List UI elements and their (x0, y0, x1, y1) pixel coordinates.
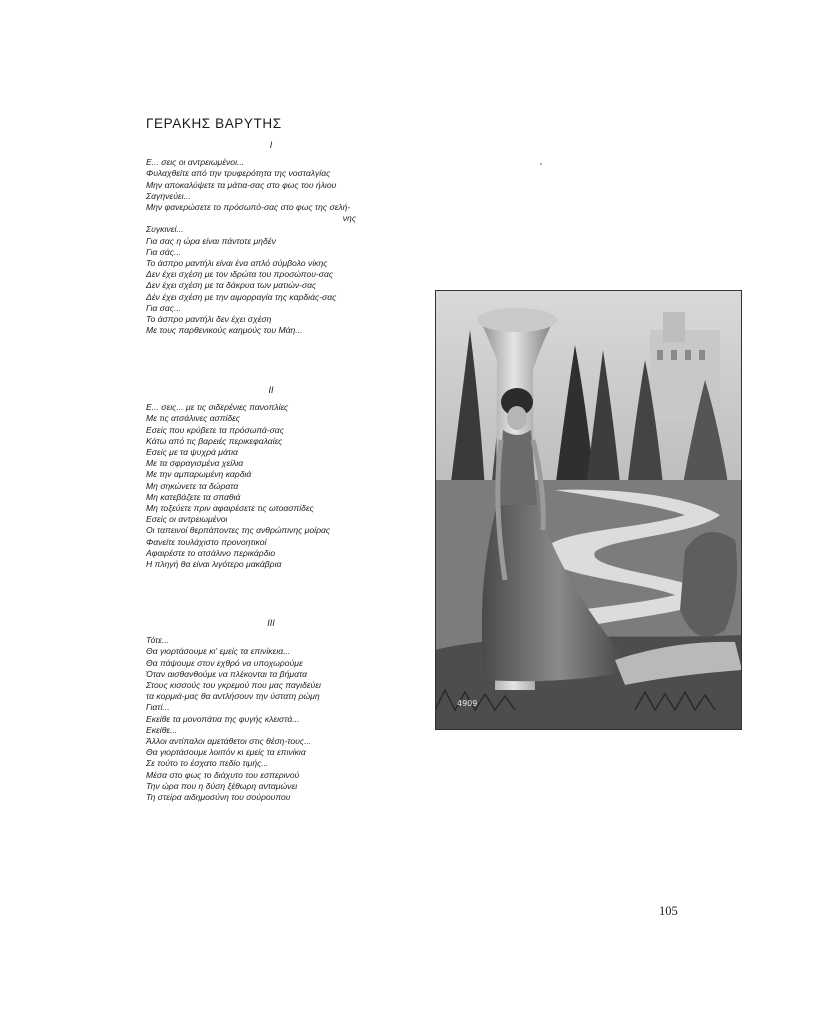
author-heading: ΓΕΡΑΚΗΣ ΒΑΡΥΤΗΣ (146, 116, 282, 131)
poem-line: Εκείθε... (146, 724, 178, 735)
poem-line: Για σας... (146, 302, 182, 313)
paper-speck (540, 163, 542, 165)
poem-section-3 (146, 618, 416, 803)
section-numeral: III (267, 618, 275, 628)
page-number: 105 (659, 904, 678, 918)
poem-line: Μη σηκώνετε τα δώρατα (146, 480, 239, 491)
poem-line: Γιατί... (146, 702, 170, 713)
poem-line: Με τις ατσάλινες ασπίδες (146, 413, 240, 424)
poem-line: Μη κατεβάζετε τα σπαθιά (146, 491, 241, 502)
poem-line: Κάτω από τις βαρειές περικεφαλαίες (146, 435, 283, 446)
poem-line: Ε... σεις οι αντρειωμένοι... (146, 157, 245, 168)
poem-section-1 (146, 140, 416, 336)
poem-line: Μην φανερώσετε το πρόσωπό-σας στο φως της σελή- (146, 202, 351, 213)
poem-line: Θα γιορτάσουμε λοιπόν κι εμείς τα επινίκια (146, 747, 306, 758)
poem-line: Την ώρα που η δύση ξέθωρη ανταμώνει (146, 780, 298, 791)
poem-line: Οι ταπεινοί θερπάποντες της ανθρώπινης μοίρας (146, 525, 331, 536)
poem-line: Τότε... (146, 635, 170, 646)
poem-line: νης (342, 213, 356, 224)
poem-line: Μέσα στο φως το διάχυτο του εσπερινού (146, 769, 300, 780)
illustration-woman-by-tree (435, 290, 742, 730)
poem-line: Συγκινεί... (146, 224, 184, 235)
poem-line: Ε... σεις... με τις σιδερένιες πανοπλίες (146, 402, 289, 413)
poem-line: Εσείς οι αντρειωμένοι (146, 514, 228, 525)
poem-line: Δέν έχει σχέση με την αιμορραγία της καρδιάς-σας (146, 291, 337, 302)
poem-line: Τη στείρα αιδημοσύνη του σούρουπου (146, 792, 291, 803)
poem-line: Μην αποκαλύψετε τα μάτια-σας στο φως του ήλιου (146, 179, 337, 190)
poem-line: Εκείθε τα μονοπάτια της φυγής κλειστά... (146, 713, 300, 724)
poem-line: Για σάς... (146, 246, 182, 257)
poem-line: Αφαιρέστε το ατσάλινο περικάρδιο (146, 547, 276, 558)
poem-line: Το άσπρο μαντήλι είναι ένα απλό σύμβολο νίκης (146, 258, 328, 269)
poem-line: Άλλοι αντίπαλοι αμετάθετοι στις θέση-τους... (146, 736, 312, 747)
poem-line: Φυλαχθείτε από την τρυφερότητα της νοσταλγίας (146, 168, 331, 179)
poem-line: Θα γιορτάσουμε κι' εμείς τα επινίκεια... (146, 646, 291, 657)
poem-line: Με την αμπαρωμένη καρδιά (146, 469, 252, 480)
poem-line: Στους κισσούς του γκρεμού που μας παγιδεύει (146, 680, 321, 691)
poem-line: Η πληγή θα είναι λιγότερο μακάβρια (146, 559, 282, 570)
poem-line: Για σας η ώρα είναι πάντοτε μηδέν (146, 235, 276, 246)
poem-line: Σε τούτο το έσχατο πεδίο τιμής... (146, 758, 269, 769)
poem-line: Με τους παρθενικούς καημούς του Μάη... (146, 325, 303, 336)
poem-line: Μη τοξεύετε πριν αφαιρέσετε τις ωτοασπίδες (146, 503, 314, 514)
poem-line: Δεν έχει σχέση με τον ιδρώτα του προσώπου-σας (146, 269, 334, 280)
poem-line: Εσείς με τα ψυχρά μάτια (146, 447, 238, 458)
poem-line: Σαγηνεύει... (146, 190, 191, 201)
poem-line: Φανείτε τουλάχιστο προνοητικοί (146, 536, 267, 547)
section-numeral: I (269, 140, 273, 150)
section-numeral: II (268, 385, 274, 395)
poem-line: Με τα σφραγισμένα χείλια (146, 458, 244, 469)
poem-line: τα κορμιά-μας θα αντλήσουν την ύστατη ρώμη (146, 691, 320, 702)
poem-line: Εσείς που κρύβετε τα πρόσωπά-σας (146, 424, 284, 435)
plate-number: 4909 (457, 699, 478, 708)
illustration-artwork (435, 290, 742, 730)
poem-section-2 (146, 385, 416, 570)
poem-line: Όταν αισθανθούμε να πλέκονται τα βήματα (146, 668, 307, 679)
poem-line: Το άσπρο μαντήλι δεν έχει σχέση (146, 314, 272, 325)
poem-line: Θα πάψουμε στον εχθρό να υποχωρούμε (146, 657, 303, 668)
poem-line: Δεν έχει σχέση με τα δάκρυα των ματιών-σας (146, 280, 317, 291)
